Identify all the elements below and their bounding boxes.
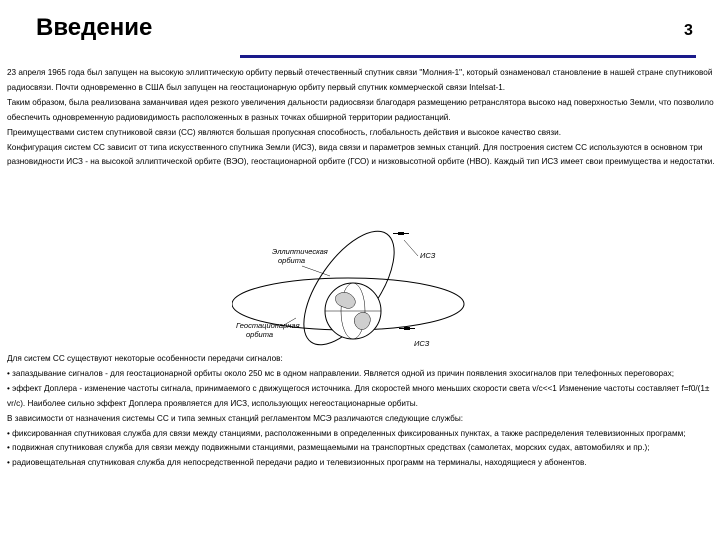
bullet-fixed-service: • фиксированная спутниковая служба для связи между станциями, расположенными в определенных фиксированных пунктах, а также распределения телевизионных программ; xyxy=(7,428,686,438)
label-elliptic-orbit-line2: орбита xyxy=(278,256,306,265)
label-elliptic-orbit-line1: Эллиптическая xyxy=(272,247,328,256)
title-underline xyxy=(240,55,696,58)
satellite-top-icon xyxy=(393,232,409,235)
intro-text xyxy=(7,66,715,170)
orbits-diagram xyxy=(232,226,467,348)
bullet-broadcast-service: • радиовещательная спутниковая служба для непосредственной передачи радио и телевизионных программ на терминалы, находящиеся у абонентов. xyxy=(7,458,587,468)
paragraph-advantages: Преимуществами систем спутниковой связи (СС) являются большая пропускная способность, глобальность действия и высокое качество связи. xyxy=(7,127,562,137)
bullet-doppler: • эффект Доплера - изменение частоты сигнала, принимаемого с движущегося источника. Для скоростей много меньших скорости света v/c<<1 Изменение частоты составляет f=f0/(1± vr/c). Наиболее сильно эффект Доплера проявляется для ИСЗ, использующих негеостационарные орбиты. xyxy=(7,383,710,408)
paragraph-launch: 23 апреля 1965 года был запущен на высокую эллиптическую орбиту первый отечественный спутник связи "Молния-1", который ознаменовал становление в нашей стране спутниковой радиосвязи. Почти одновременно в США был запущен на геостационарную орбиту первый спутник коммерческой связи Intelsat-1. xyxy=(7,68,713,92)
earth-globe xyxy=(325,283,381,339)
signal-features-text xyxy=(7,352,715,471)
label-geostationary-orbit-line2: орбита xyxy=(246,330,274,339)
label-geostationary-orbit-line1: Геостационарная xyxy=(236,321,300,330)
paragraph-features-intro: Для систем СС существуют некоторые особенности передачи сигналов: xyxy=(7,354,283,363)
label-satellite-right: ИСЗ xyxy=(414,339,430,348)
paragraph-configuration: Конфигурация систем СС зависит от типа искусственного спутника Земли (ИСЗ), вида связи и параметров земных станций. Для построения систем СС используются в основном три разновидности ИСЗ - на высокой эллиптической орбите (ВЭО), геостационарной орбите (ГСО) и низковысотной орбите (НВО). Каждый тип ИСЗ имеет свои преимущества и недостатки. xyxy=(7,142,715,167)
slide-title: Введение xyxy=(36,14,153,41)
bullet-mobile-service: • подвижная спутниковая служба для связи между подвижными станциями, размещаемыми на транспортных средствах (самолетах, морских судах, автомобилях и пр.); xyxy=(7,443,650,453)
bullet-delay: • запаздывание сигналов - для геостационарной орбиты около 250 мс в одном направлении. Является одной из причин появления эхосигналов при телефонных переговорах; xyxy=(7,368,674,378)
paragraph-idea: Таким образом, была реализована заманчивая идея резкого увеличения дальности радиосвязи благодаря размещению ретранслятора высоко над поверхностью Земли, что позволило обеспечить одновременную радиовидимость расположенных в разных точках обширной территории радиостанций. xyxy=(7,97,714,122)
page-number: 3 xyxy=(684,22,693,39)
label-satellite-top: ИСЗ xyxy=(420,251,436,260)
paragraph-services-intro: В зависимости от назначения системы СС и типа земных станций регламентом МСЭ различаются следующие службы: xyxy=(7,413,464,423)
